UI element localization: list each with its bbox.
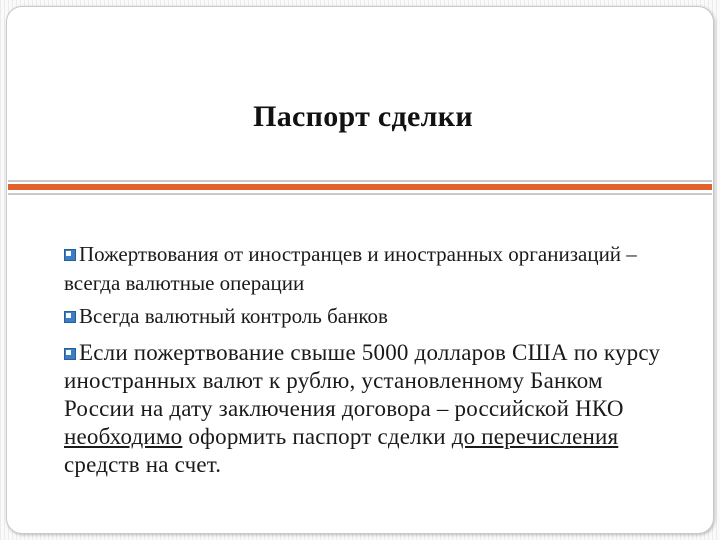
bullet-item (64, 240, 664, 298)
emphasis-underlined: до перечисления (451, 424, 619, 449)
bullet-text: Если пожертвование свыше 5000 долларов США по курсу иностранных валют к рублю, установленному Банком России на дату заключения договора – российской НКО (64, 340, 661, 421)
title-divider (8, 180, 712, 196)
checkbox-bullet-icon (64, 249, 77, 262)
checkbox-bullet-icon (64, 311, 77, 324)
bullet-item (64, 339, 664, 479)
checkbox-bullet-icon (64, 348, 77, 361)
divider-top-line (8, 180, 712, 182)
bullet-text: оформить паспорт сделки (182, 424, 452, 449)
bullet-text: средств на счет. (64, 452, 222, 477)
slide-title: Паспорт сделки (253, 100, 473, 133)
bullet-list (64, 240, 664, 479)
bullet-text: Пожертвования от иностранцев и иностранных организаций – всегда валютные операции (64, 242, 637, 295)
emphasis-underlined: необходимо (64, 424, 183, 449)
divider-accent-bar (8, 184, 712, 190)
bullet-item (64, 302, 664, 331)
bullet-text: Всегда валютный контроль банков (79, 304, 388, 328)
divider-bottom-line (8, 193, 712, 195)
